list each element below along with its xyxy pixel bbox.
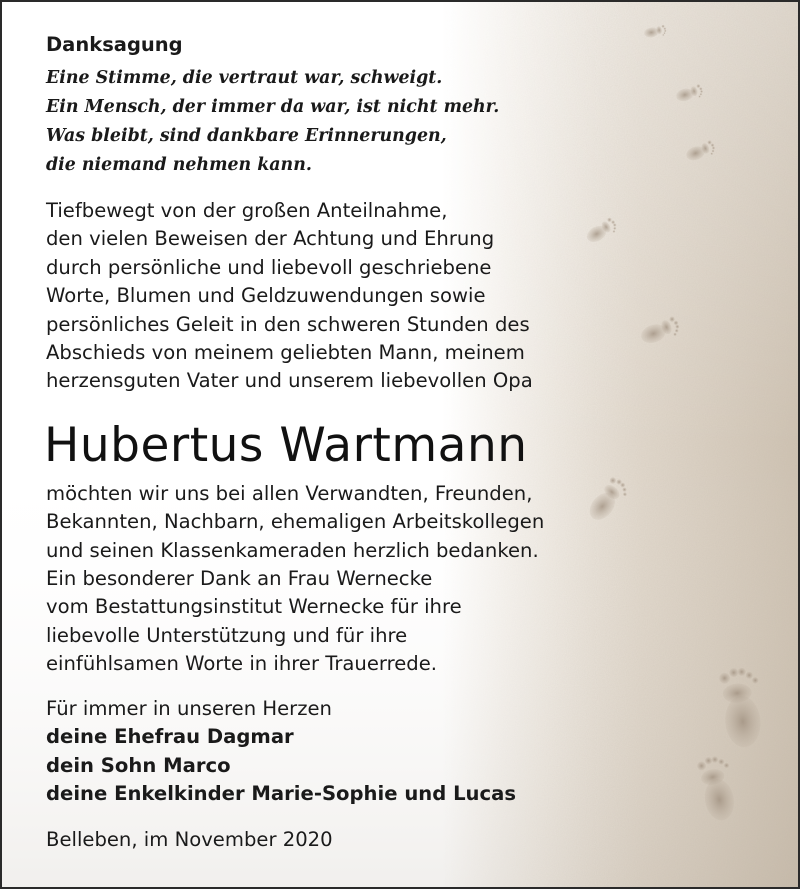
- mourner-name: deine Enkelkinder Marie-Sophie und Lucas: [46, 782, 517, 806]
- text-line: möchten wir uns bei allen Verwandten, Freunden,: [46, 481, 533, 505]
- thanks-paragraph-intro: [46, 197, 686, 396]
- text-line: Abschieds von meinem geliebten Mann, meinem: [46, 341, 525, 365]
- poem-line: Ein Mensch, der immer da war, ist nicht mehr.: [46, 97, 500, 117]
- thanks-paragraph-main: [46, 480, 686, 679]
- text-line: persönliches Geleit in den schweren Stunden des: [46, 312, 530, 336]
- text-line: Ein besonderer Dank an Frau Wernecke: [46, 567, 433, 591]
- mourner-name: dein Sohn Marco: [46, 753, 231, 777]
- text-line: Worte, Blumen und Geldzuwendungen sowie: [46, 284, 486, 308]
- text-line: Bekannten, Nachbarn, ehemaligen Arbeitskollegen: [46, 510, 545, 534]
- signature-intro: Für immer in unseren Herzen: [46, 696, 332, 720]
- obituary-text: [46, 30, 686, 854]
- deceased-name: Hubertus Wartmann: [44, 417, 528, 473]
- text-line: liebevolle Unterstützung und für ihre: [46, 623, 408, 647]
- text-line: Tiefbewegt von der großen Anteilnahme,: [46, 199, 448, 222]
- poem-line: Was bleibt, sind dankbare Erinnerungen,: [46, 126, 447, 146]
- text-line: einfühlsamen Worte in ihrer Trauerrede.: [46, 652, 437, 676]
- text-line: herzensguten Vater und unserem liebevollen Opa: [46, 369, 533, 393]
- text-line: den vielen Beweisen der Achtung und Ehrung: [46, 227, 495, 251]
- text-line: und seinen Klassenkameraden herzlich bedanken.: [46, 538, 539, 562]
- poem: [46, 64, 686, 180]
- mourner-name: deine Ehefrau Dagmar: [46, 725, 294, 749]
- text-line: durch persönliche und liebevoll geschriebene: [46, 255, 492, 279]
- text-line: vom Bestattungsinstitut Wernecke für ihre: [46, 595, 462, 619]
- signature: [46, 695, 686, 809]
- place-date: Belleben, im November 2020: [46, 828, 333, 852]
- heading: Danksagung: [46, 33, 183, 56]
- poem-line: die niemand nehmen kann.: [46, 155, 312, 175]
- poem-line: Eine Stimme, die vertraut war, schweigt.: [46, 68, 443, 88]
